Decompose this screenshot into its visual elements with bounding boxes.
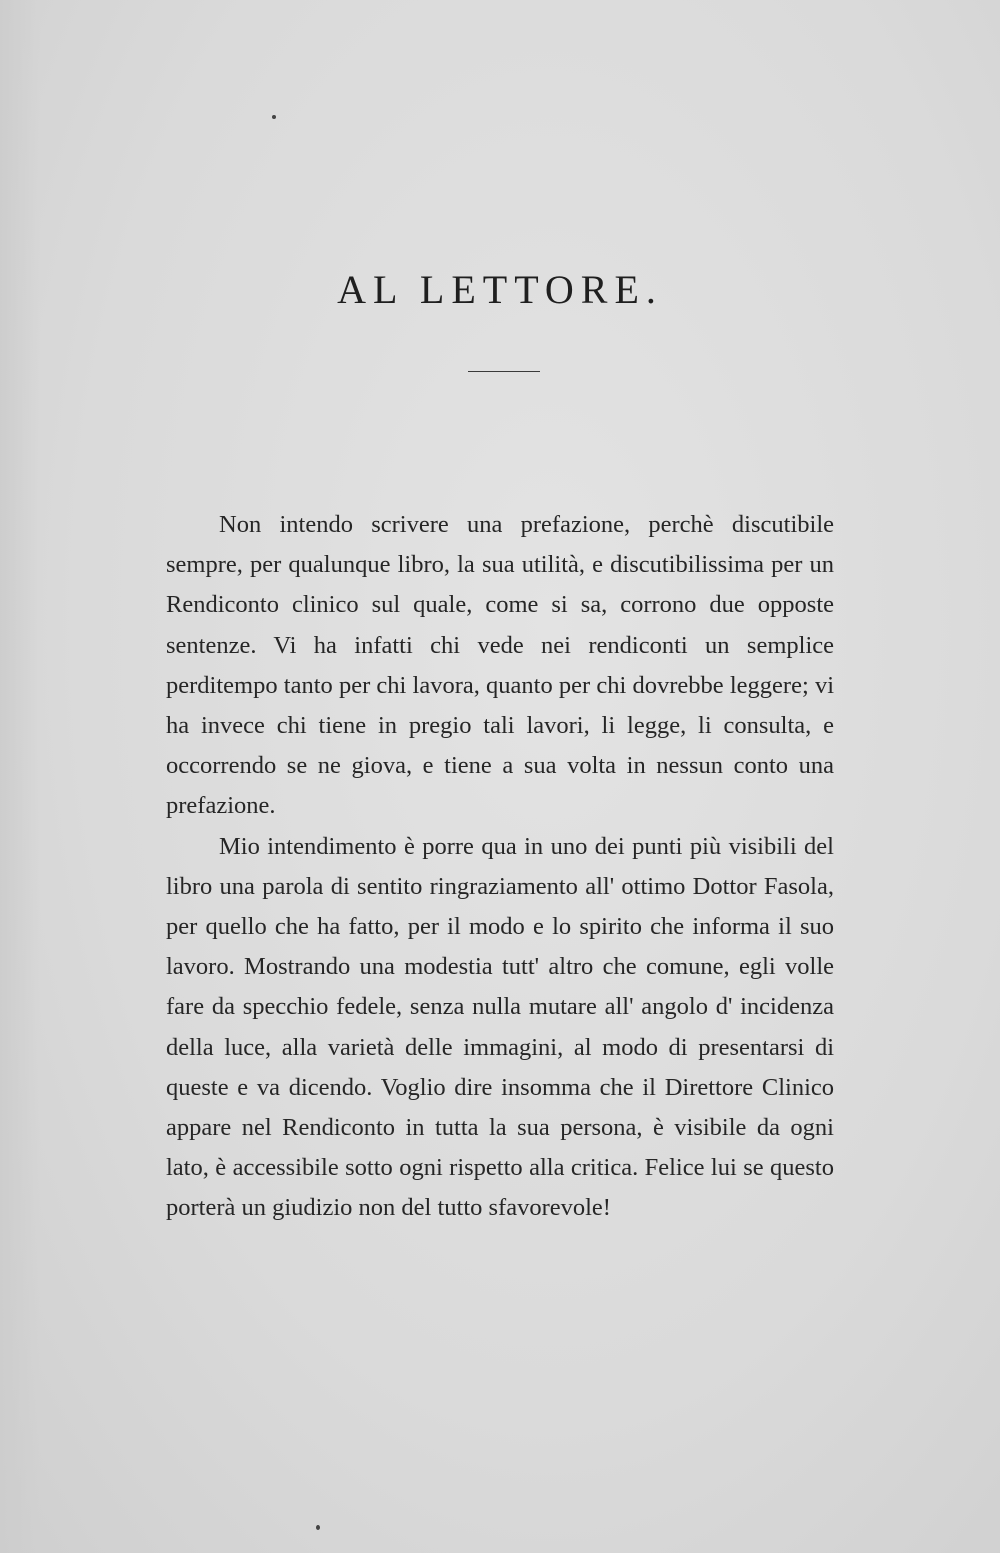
print-speck bbox=[272, 115, 276, 119]
paragraph-1: Non intendo scrivere una prefazione, perchè discutibile sempre, per qualunque libro, la sua utilità, e discutibilissima per un Rendiconto clinico sul quale, come si sa, corrono due opposte sentenze. Vi ha infatti chi vede nei rendiconti un semplice perditempo tanto per chi lavora, quanto per chi dovrebbe leggere; vi ha invece chi tiene in pregio tali lavori, li legge, li consulta, e occorrendo se ne giova, e tiene a sua volta in nessun conto una prefazione. bbox=[166, 511, 834, 820]
title-divider bbox=[468, 371, 540, 372]
body-text bbox=[166, 505, 834, 1229]
page-title: AL LETTORE. bbox=[337, 267, 663, 312]
page-gutter-shadow bbox=[0, 0, 40, 1553]
paragraph-2: Mio intendimento è porre qua in uno dei punti più visibili del libro una parola di sentito ringraziamento all' ottimo Dottor Fasola, per quello che ha fatto, per il modo e lo spirito che informa il suo lavoro. Mostrando una modestia tutt' altro che comune, egli volle fare da specchio fedele, senza nulla mutare all' angolo d' incidenza della luce, alla varietà delle immagini, al modo di presentarsi di queste e va dicendo. Voglio dire insomma che il Direttore Clinico appare nel Rendiconto in tutta la sua persona, è visibile da ogni lato, è accessibile sotto ogni rispetto alla critica. Felice lui se questo porterà un giudizio non del tutto sfavorevole! bbox=[166, 832, 834, 1222]
print-speck bbox=[316, 1525, 320, 1530]
